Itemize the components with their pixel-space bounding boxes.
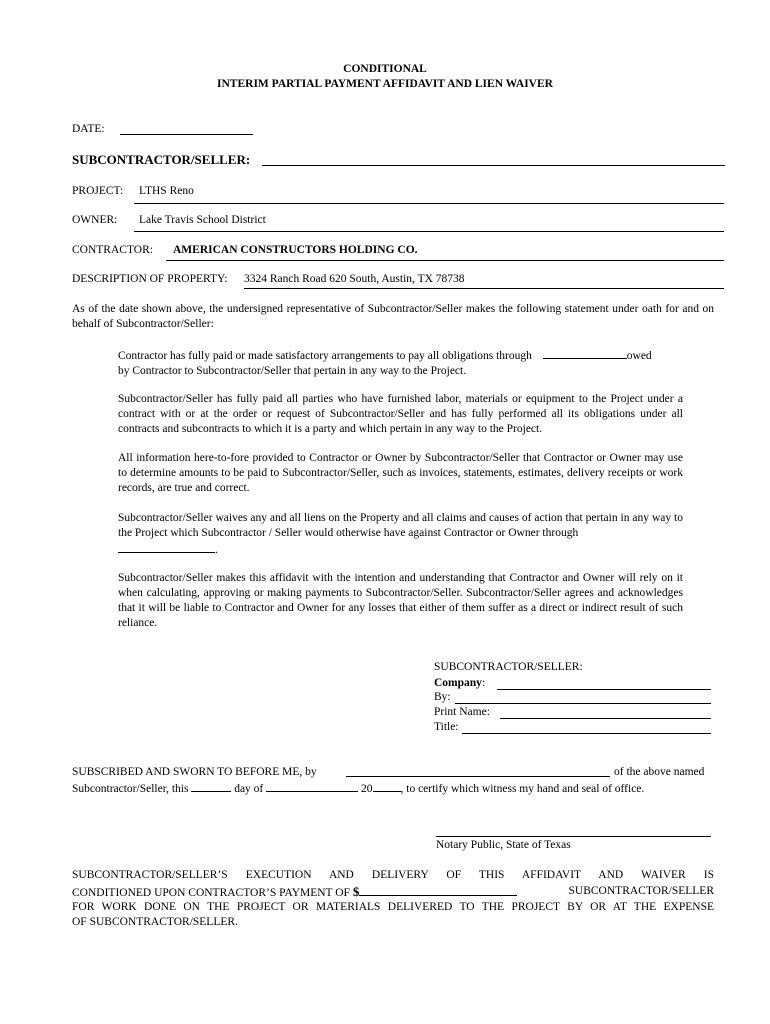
date-field[interactable] xyxy=(120,122,253,135)
lien-through-date-field[interactable] xyxy=(118,541,215,553)
property-value: 3324 Ranch Road 620 South, Austin, TX 78738 xyxy=(244,273,465,285)
statement-1-text-a: Contractor has fully paid or made satisfactory arrangements to pay all obligations through xyxy=(118,350,532,362)
print-name-field[interactable] xyxy=(500,706,711,719)
sworn-line-2: Subcontractor/Seller, this day of 20 , to certify which witness my hand and seal of office. xyxy=(72,780,644,797)
by-signature-field[interactable] xyxy=(455,691,711,704)
sworn-day-field[interactable] xyxy=(191,780,231,792)
project-field[interactable] xyxy=(134,188,724,204)
project-value: LTHS Reno xyxy=(139,185,194,197)
company-field[interactable] xyxy=(497,677,711,690)
document-title-line1: CONDITIONAL xyxy=(343,63,427,75)
sworn-text-b: of the above named xyxy=(614,766,705,778)
company-line: Company: xyxy=(434,677,486,689)
notary-signature-field[interactable] xyxy=(436,824,711,837)
title-field[interactable] xyxy=(462,721,711,734)
dollar-sign: $ xyxy=(352,884,360,899)
statement-4-text: Subcontractor/Seller waives any and all liens on the Property and all claims and causes of action that pertain in any way to the Project which Subcontractor / Seller would otherwise have against Contractor or Owner through xyxy=(118,512,683,539)
notary-label: Notary Public, State of Texas xyxy=(436,839,571,851)
statement-4-period: . xyxy=(215,544,218,556)
statement-5: Subcontractor/Seller makes this affidavit with the intention and understanding that Contractor and Owner will rely on it when calculating, approving or making payments to Subcontractor/Seller. Subcontractor/Seller agrees and acknowledges that it will be liable to Contractor and Owner for any losses that either of them suffer as a direct or indirect result of such reliance. xyxy=(118,572,683,629)
condition-line-2: CONDITIONED UPON CONTRACTOR’S PAYMENT OF $ xyxy=(72,884,714,901)
statement-1 xyxy=(118,347,683,379)
date-label: DATE: xyxy=(72,123,105,135)
statement-1-text-c: by Contractor to Subcontractor/Seller that pertain in any way to the Project. xyxy=(118,365,467,377)
statement-4-blank-line xyxy=(118,541,218,558)
subcontractor-label: SUBCONTRACTOR/SELLER: xyxy=(72,152,251,167)
sworn-text-a: SUBSCRIBED AND SWORN TO BEFORE ME, by xyxy=(72,766,317,778)
statement-4 xyxy=(118,511,683,541)
sworn-by-field[interactable] xyxy=(346,764,610,777)
subcontractor-field[interactable] xyxy=(262,153,725,166)
title-label: Title: xyxy=(434,721,459,733)
contractor-label: CONTRACTOR: xyxy=(72,244,153,256)
statement-2: Subcontractor/Seller has fully paid all parties who have furnished labor, materials or equipment to the Project under a contract with or at the order or request of Subcontractor/Seller and has fully performed all its obligations under all contracts and subcontracts to which it is a party and which pertain in any way to the Project. xyxy=(118,393,683,435)
owner-label: OWNER: xyxy=(72,214,118,226)
condition-line-2-end: SUBCONTRACTOR/SELLER xyxy=(568,885,714,897)
condition-line-1: SUBCONTRACTOR/SELLER’S EXECUTION AND DELIVERY OF THIS AFFIDAVIT AND WAIVER IS xyxy=(72,869,714,881)
condition-line-4: OF SUBCONTRACTOR/SELLER. xyxy=(72,916,238,928)
signature-heading: SUBCONTRACTOR/SELLER: xyxy=(434,661,583,673)
payment-amount-field[interactable] xyxy=(359,884,517,896)
print-name-label: Print Name: xyxy=(434,706,490,718)
company-label: Company xyxy=(434,677,482,689)
statement-3: All information here-to-fore provided to Contractor or Owner by Subcontractor/Seller that Contractor or Owner may use to determine amounts to be paid to Subcontractor/Seller, such as invoices, statements, estimates, delivery receipts or work records, are true and correct. xyxy=(118,452,683,494)
sworn-month-field[interactable] xyxy=(266,780,358,792)
document-title-line2: INTERIM PARTIAL PAYMENT AFFIDAVIT AND LIEN WAIVER xyxy=(217,78,553,90)
intro-paragraph: As of the date shown above, the undersigned representative of Subcontractor/Seller makes the following statement under oath for and on behalf of Subcontractor/Seller: xyxy=(72,303,714,330)
project-label: PROJECT: xyxy=(72,185,124,197)
by-label: By: xyxy=(434,691,451,703)
statement-1-text-b: owed xyxy=(626,350,652,362)
property-label: DESCRIPTION OF PROPERTY: xyxy=(72,273,228,285)
contractor-value: AMERICAN CONSTRUCTORS HOLDING CO. xyxy=(173,244,418,256)
owner-value: Lake Travis School District xyxy=(139,214,266,226)
through-date-field[interactable] xyxy=(543,347,627,359)
condition-line-3: FOR WORK DONE ON THE PROJECT OR MATERIALS DELIVERED TO THE PROJECT BY OR AT THE EXPENSE xyxy=(72,901,714,913)
sworn-year-field[interactable] xyxy=(373,780,401,792)
